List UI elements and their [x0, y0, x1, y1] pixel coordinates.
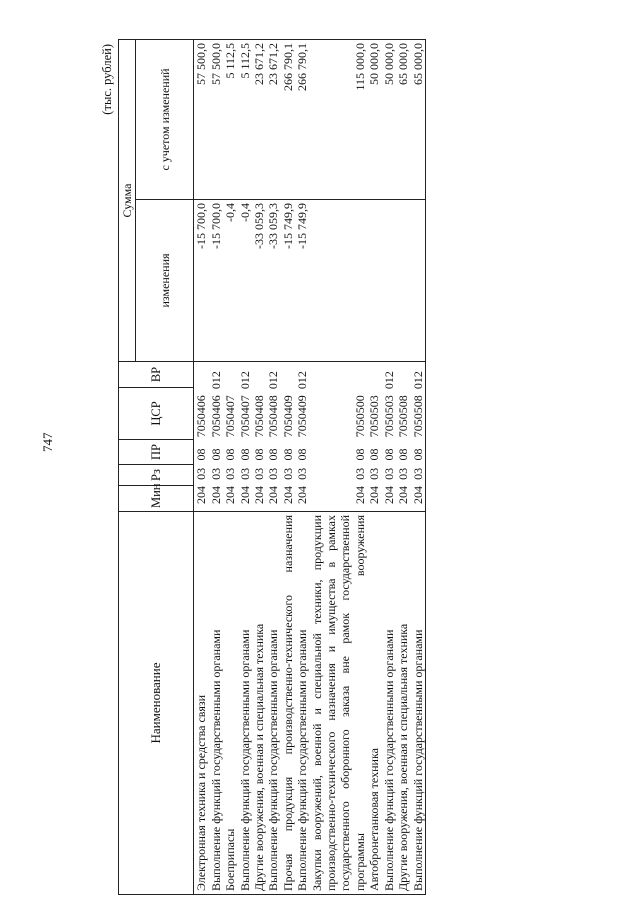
row-pr: 08 [237, 448, 252, 461]
row-min: 204 [208, 486, 223, 504]
row-vr: 012 [295, 371, 310, 390]
row-change: -15 700,0 [209, 200, 223, 362]
row-pr: 08 [208, 448, 223, 461]
row-codes [252, 365, 266, 508]
table-row [281, 39, 295, 894]
row-codes [382, 365, 396, 508]
header-row [119, 39, 136, 894]
row-min: 204 [396, 486, 411, 504]
header-rz: Рз [119, 465, 194, 486]
row-change [367, 200, 381, 362]
row-csr: 7050508 [410, 395, 425, 438]
row-total: 57 500,0 [209, 39, 223, 199]
row-min: 204 [223, 486, 238, 504]
row-rz: 03 [266, 467, 281, 480]
row-name: Закупки вооружений, военной и специальной техники, продукции производственно-технического назначения и имущества в рамках государственного оборонного заказа вне рамок государственной программы вооружения [310, 512, 368, 895]
row-csr: 7050406 [208, 395, 223, 438]
row-name: Выполнение функций государственными органами [238, 512, 252, 895]
row-pr: 08 [410, 448, 425, 461]
row-pr: 08 [223, 448, 238, 461]
row-change: -15 749,9 [295, 200, 309, 362]
table-row [396, 39, 410, 894]
row-change: -33 059,3 [252, 200, 266, 362]
row-vr [353, 365, 367, 389]
row-total: 115 000,0 [310, 39, 368, 199]
row-codes [353, 365, 367, 508]
row-rz: 03 [223, 467, 238, 480]
row-total: 266 790,1 [295, 39, 309, 199]
row-min: 204 [266, 486, 281, 504]
row-total: 57 500,0 [194, 39, 209, 199]
row-codes [266, 365, 280, 508]
row-csr: 7050408 [252, 395, 267, 438]
row-vr [252, 365, 266, 389]
table-row [252, 39, 266, 894]
row-codes [194, 365, 208, 508]
row-rz: 03 [252, 467, 267, 480]
table-row [209, 39, 223, 894]
header-vr: ВР [119, 362, 194, 388]
row-rz: 03 [352, 467, 367, 480]
row-change [411, 200, 426, 362]
row-rz: 03 [208, 467, 223, 480]
row-vr [194, 365, 208, 389]
row-change: -15 700,0 [194, 200, 209, 362]
row-rz: 03 [396, 467, 411, 480]
table-row [223, 39, 237, 894]
row-min: 204 [237, 486, 252, 504]
row-codes [238, 365, 252, 508]
row-codes [295, 365, 309, 508]
budget-table [118, 39, 426, 895]
row-min: 204 [410, 486, 425, 504]
row-codes [396, 365, 410, 508]
row-pr: 08 [252, 448, 267, 461]
row-csr: 7050503 [367, 395, 382, 438]
row-rz: 03 [295, 467, 310, 480]
row-csr: 7050503 [381, 395, 396, 438]
row-name: Другие вооружения, военная и специальная техника [252, 512, 266, 895]
row-min: 204 [352, 486, 367, 504]
table-row [238, 39, 252, 894]
row-pr: 08 [280, 448, 295, 461]
row-min: 204 [280, 486, 295, 504]
row-total: 266 790,1 [281, 39, 295, 199]
row-vr [223, 365, 237, 389]
row-min: 204 [194, 486, 209, 504]
row-change [396, 200, 410, 362]
row-change: -0,4 [238, 200, 252, 362]
row-total: 50 000,0 [382, 39, 396, 199]
table-row [310, 39, 368, 894]
row-change [382, 200, 396, 362]
row-change: -33 059,3 [266, 200, 280, 362]
table-row [295, 39, 309, 894]
row-name: Автобронетанковая техника [367, 512, 381, 895]
row-csr: 7050407 [237, 395, 252, 438]
header-change: изменения [136, 200, 194, 362]
row-name: Выполнение функций государственными органами [295, 512, 309, 895]
header-pr: ПР [119, 440, 194, 465]
row-total: 5 112,5 [238, 39, 252, 199]
row-name: Электронная техника и средства связи [194, 512, 209, 895]
row-vr: 012 [208, 371, 223, 390]
row-codes [411, 365, 425, 508]
row-csr: 7050409 [295, 395, 310, 438]
table-row [382, 39, 396, 894]
row-vr [281, 365, 295, 389]
row-csr: 7050407 [223, 395, 238, 438]
row-csr: 7050408 [266, 395, 281, 438]
header-with-change: с учетом изменений [136, 39, 194, 199]
page-number: 747 [40, 432, 55, 452]
row-total: 23 671,2 [266, 39, 280, 199]
row-name: Другие вооружения, военная и специальная техника [396, 512, 410, 895]
rotated-document [100, 40, 595, 895]
row-min: 204 [252, 486, 267, 504]
row-rz: 03 [237, 467, 252, 480]
row-total: 65 000,0 [411, 39, 426, 199]
row-name: Прочая продукция производственно-технического назначения [281, 512, 295, 895]
row-min: 204 [367, 486, 382, 504]
row-pr: 08 [295, 448, 310, 461]
row-name: Выполнение функций государственными органами [382, 512, 396, 895]
row-codes [281, 365, 295, 508]
row-change: -15 749,9 [281, 200, 295, 362]
row-rz: 03 [381, 467, 396, 480]
table-row [411, 39, 426, 894]
table-row [194, 39, 209, 894]
row-name: Выполнение функций государственными органами [411, 512, 426, 895]
table-row [266, 39, 280, 894]
units-label: (тыс. рублей) [100, 44, 114, 115]
row-csr: 7050500 [352, 395, 367, 438]
row-rz: 03 [194, 467, 209, 480]
header-min: Мин [119, 486, 194, 512]
row-rz: 03 [280, 467, 295, 480]
row-vr: 012 [237, 371, 252, 390]
row-pr: 08 [194, 448, 209, 461]
row-total: 50 000,0 [367, 39, 381, 199]
row-vr [367, 365, 381, 389]
row-pr: 08 [266, 448, 281, 461]
row-pr: 08 [367, 448, 382, 461]
row-name: Выполнение функций государственными органами [209, 512, 223, 895]
row-total: 5 112,5 [223, 39, 237, 199]
row-change [310, 200, 368, 362]
header-name: Наименование [119, 512, 194, 895]
header-sum: Сумма [119, 39, 136, 361]
row-csr: 7050508 [396, 395, 411, 438]
row-name: Боеприпасы [223, 512, 237, 895]
row-vr: 012 [381, 371, 396, 390]
row-codes [209, 365, 223, 508]
row-min: 204 [381, 486, 396, 504]
row-rz: 03 [410, 467, 425, 480]
row-vr [396, 365, 410, 389]
row-pr: 08 [352, 448, 367, 461]
row-vr: 012 [266, 371, 281, 390]
row-codes [223, 365, 237, 508]
row-vr: 012 [410, 371, 425, 390]
row-codes [367, 365, 381, 508]
row-pr: 08 [396, 448, 411, 461]
row-min: 204 [295, 486, 310, 504]
header-csr: ЦСР [119, 388, 194, 440]
table-row [367, 39, 381, 894]
row-total: 23 671,2 [252, 39, 266, 199]
row-pr: 08 [381, 448, 396, 461]
row-rz: 03 [367, 467, 382, 480]
row-csr: 7050406 [194, 395, 209, 438]
row-total: 65 000,0 [396, 39, 410, 199]
row-name: Выполнение функций государственными органами [266, 512, 280, 895]
row-csr: 7050409 [280, 395, 295, 438]
row-change: -0,4 [223, 200, 237, 362]
